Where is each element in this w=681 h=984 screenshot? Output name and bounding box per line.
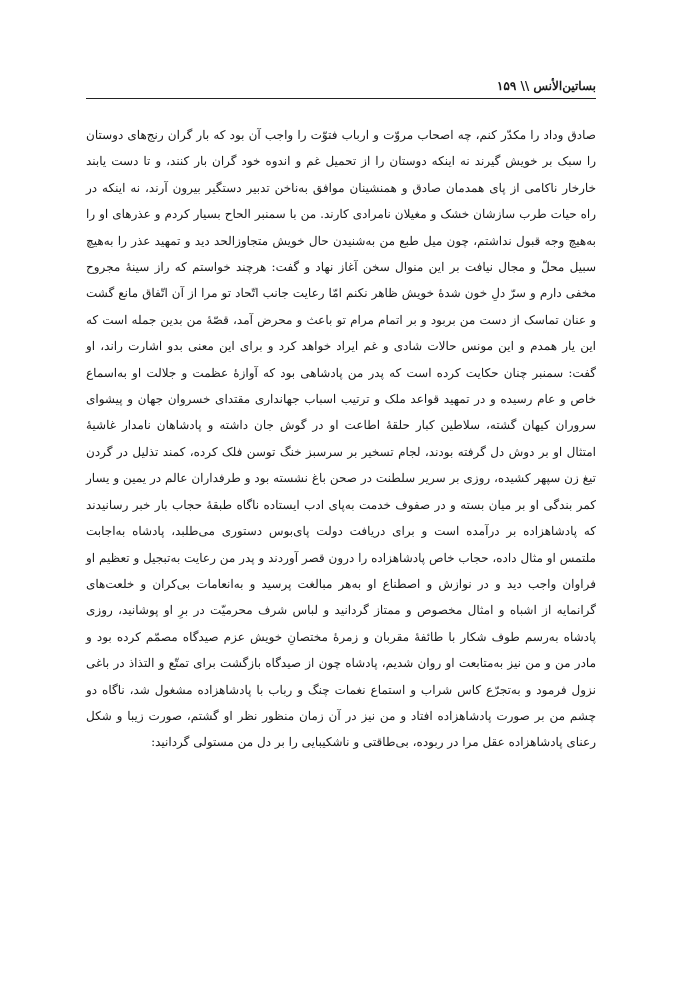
body-text [86,122,596,756]
header-divider [86,98,596,99]
body-paragraph: صادق وداد را مکدّر کنم، چه اصحاب مروّت و ارباب فتوّت را واجب آن بود که بار گران رنج‌های دوستان را سبک بر خویش گیرند نه اینکه دوستان را از تحمیل غم و اندوه خود گران بار کنند، و تا دست یابند خارخار ناکامی از پای همدمان صادق و همنشینان موافق به‌ناخن تدبیر دستگیر بیرون آرند، نه اینکه در راه حیات طرب سازشان خشک و مغیلان نامرادی کارند. من با سمنبر الحاح بسیار کردم و عذرهای او را به‌هیچ وجه قبول نداشتم، چون میل طبع من به‌شنیدن حال خویش متجاوزالحد دید و تمهید عذر را به‌هیچ سبیل محلّ و مجال نیافت بر این منوال سخن آغاز نهاد و گفت: هرچند خواستم که راز سینهٔ مجروح مخفی دارم و سرّ دلِ خون شدهٔ خویش ظاهر نکنم امّا رعایت جانب اتّحاد تو مرا از آن اتّفاق مانع گشت و عنان تماسک از دست من بربود و بر اتمام مرام تو باعث و محرض آمد، قصّهٔ من بدین جمله است که این یار همدم و این مونس حالات شادی و غم ایراد خواهد کرد و برای این معنی بدو اشارت راند، او گفت: سمنبر چنان حکایت کرده است که پدر من پادشاهی بود که آوازهٔ عظمت و جلالت او به‌اسماع خاص و عام رسیده و در تمهید قواعد ملک و ترتیب اسباب جهانداری مقتدای خسروان جهان و پیشوای سروران کیهان گشته، سلاطین کبار حلقهٔ اطاعت او در گوش جان داشته و پادشاهان نامدار غاشیهٔ امتثال او بر دوش دل گرفته بودند، لجام تسخیر بر سرسبز خنگ توسن فلک کرده، کمند تذلیل در گردن تیغ زن سپهر کشیده، روزی بر سریر سلطنت در صحن باغ نشسته بود و طرفداران عالم در یمین و یسار کمر بندگی او بر میان بسته و در صفوف خدمت به‌پای ادب ایستاده ناگاه طبقهٔ حجاب بار خبر رسانیدند که پادشاهزاده بر درآمده است و برای دریافت دولت پای‌بوس دستوری می‌طلبد، پادشاه به‌اجابت ملتمس او مثال داده، حجاب خاص پادشاهزاده را درون قصر آوردند و پدر من رعایت به‌تبجیل و تعظیم او فراوان واجب دید و در نوازش و اصطناع او به‌هر مبالغت پرسید و به‌انعامات بی‌کران و خلعت‌های گرانمایه از اشباه و امثال مخصوص و ممتاز گردانید و لباس شرف محرمیّت در برِ او پوشانید، روزی پادشاه به‌رسم طوف شکار با طائفهٔ مقربان و زمرهٔ مختصانِ خویش عزم صیدگاه مصمّم کرده بود و مادر من و من نیز به‌متابعت او روان شدیم، پادشاه چون از صیدگاه بازگشت برای تمتّع و التذاذ در باغی نزول فرمود و به‌تجرّع کاس شراب و استماع نغمات چنگ و رباب با پادشاهزاده مشغول شد، ناگاه دو چشم من بر صورت پادشاهزاده افتاد و من نیز در آن زمان منظور نظر او گشتم، صورت زیبا و شکل رعنای پادشاهزاده عقل مرا در ربوده، بی‌طاقتی و ناشکیبایی را بر دل من مستولی گردانید: [86,128,596,750]
running-header: بساتین‌الأنس \\ ۱۵۹ [496,79,596,93]
